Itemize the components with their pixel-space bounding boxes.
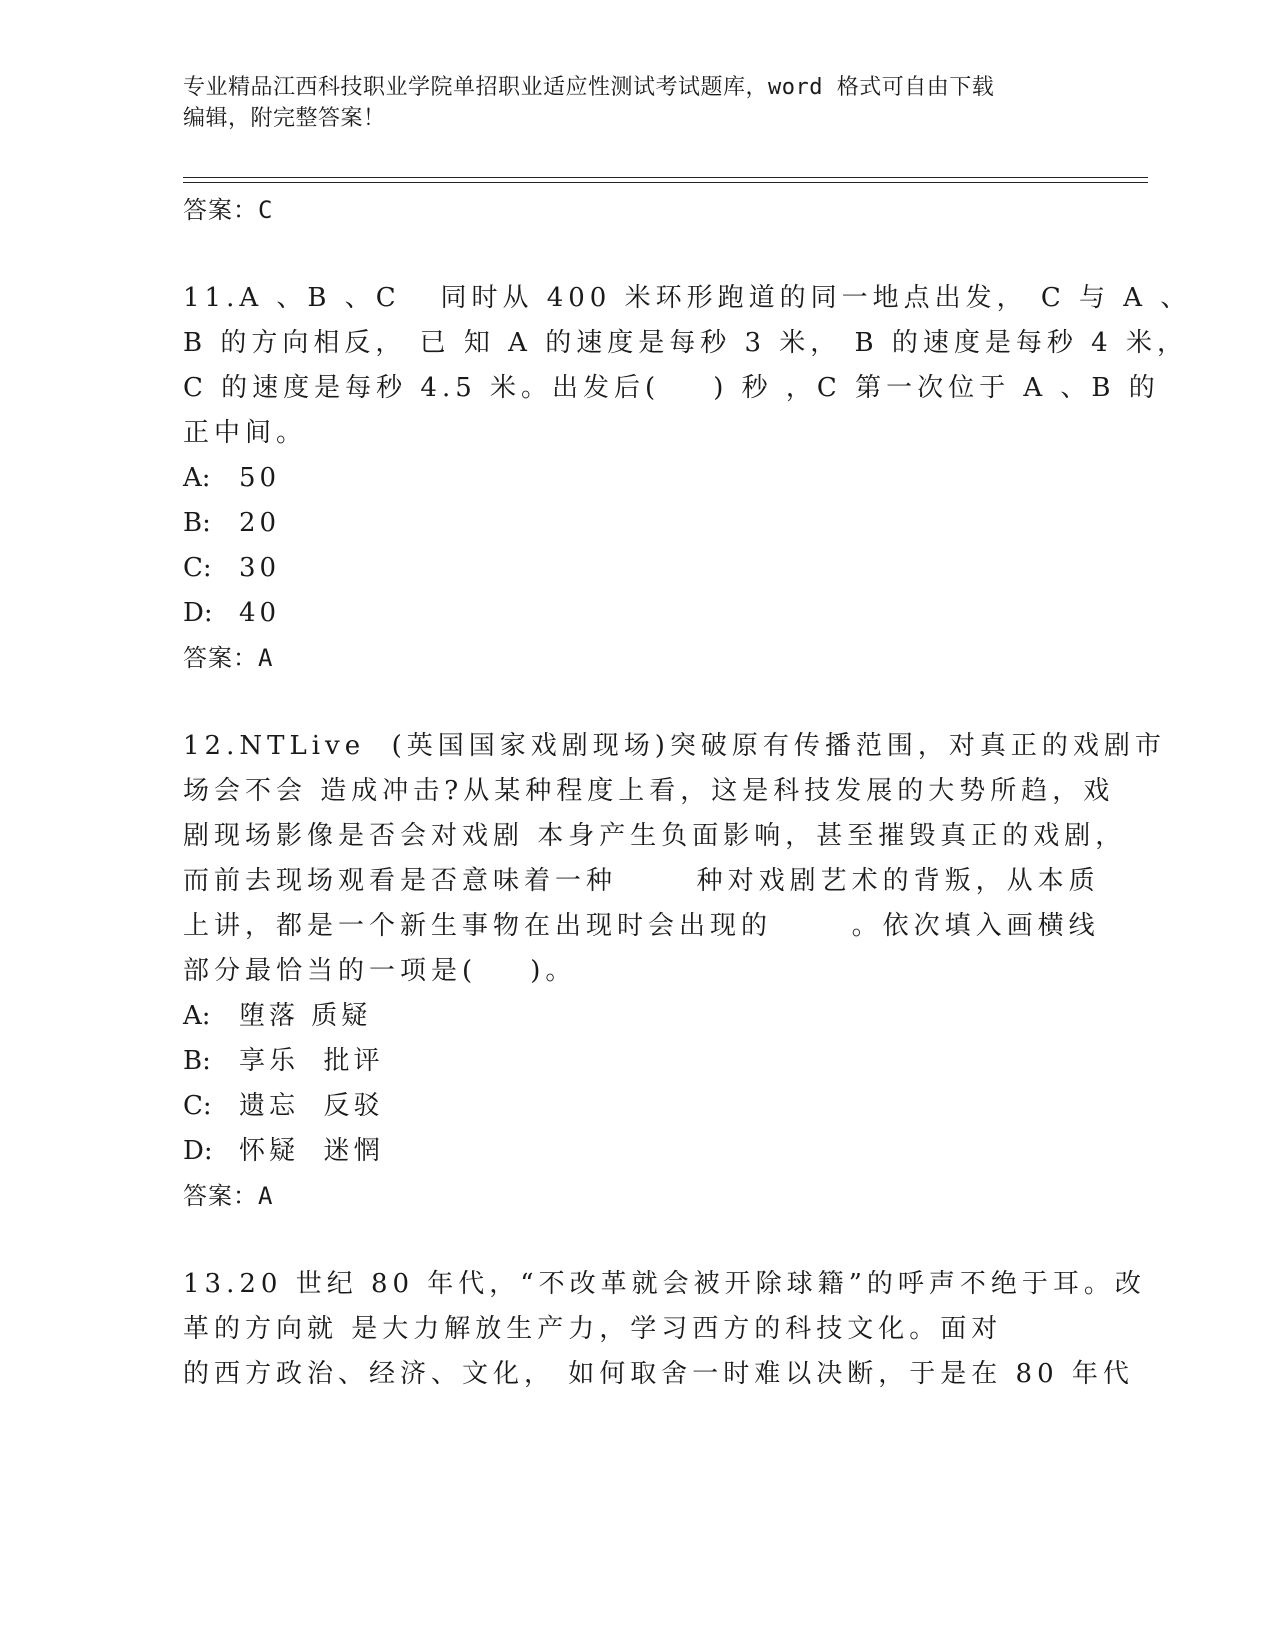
option-text: 30 xyxy=(239,553,281,583)
option-text: 40 xyxy=(239,598,281,628)
option-text: 50 xyxy=(239,463,281,493)
option-letter: B: xyxy=(183,508,211,538)
question-line: 革的方向就 是大力解放生产力，学习西方的科技文化。面对 xyxy=(183,1314,1003,1344)
previous-answer: 答案：C xyxy=(183,196,274,224)
question-line: 的西方政治、经济、文化， 如何取舍一时难以决断，于是在 80 年代 xyxy=(183,1359,1134,1389)
option-text: 堕落 质疑 xyxy=(239,1001,372,1031)
option-d xyxy=(183,591,1083,636)
question-11 xyxy=(183,276,1192,456)
question-line: 13.20 世纪 80 年代，“不改革就会被开除球籍”的呼声不绝于耳。改 xyxy=(183,1269,1146,1299)
document-header xyxy=(183,72,1073,134)
answer-11: 答案：A xyxy=(183,644,274,672)
question-line: 11.A 、B 、C 同时从 400 米环形跑道的同一地点出发， C 与 A 、 xyxy=(183,283,1192,313)
question-line: C 的速度是每秒 4.5 米。出发后( ) 秒 ，C 第一次位于 A 、B 的 xyxy=(183,373,1160,403)
option-c xyxy=(183,546,1083,591)
header-rule-bottom xyxy=(183,182,1148,183)
option-letter: D: xyxy=(183,1136,213,1166)
question-line: 正中间。 xyxy=(183,418,308,448)
option-a xyxy=(183,456,1083,501)
option-letter: A: xyxy=(183,463,211,493)
question-line: B 的方向相反， 已 知 A 的速度是每秒 3 米， B 的速度是每秒 4 米， xyxy=(183,328,1188,358)
option-text: 遗忘 反驳 xyxy=(239,1091,384,1121)
option-c xyxy=(183,1084,1083,1129)
option-letter: D: xyxy=(183,598,213,628)
option-letter: C: xyxy=(183,1091,212,1121)
option-letter: B: xyxy=(183,1046,211,1076)
header-rule-top xyxy=(183,177,1148,178)
option-letter: C: xyxy=(183,553,212,583)
header-line-2: 编辑，附完整答案！ xyxy=(183,106,386,131)
option-d xyxy=(183,1129,1083,1174)
question-line: 上讲，都是一个新生事物在出现时会出现的 。依次填入画横线 xyxy=(183,911,1100,941)
option-a xyxy=(183,994,1083,1039)
option-letter: A: xyxy=(183,1001,211,1031)
option-text: 享乐 批评 xyxy=(239,1046,384,1076)
option-text: 20 xyxy=(239,508,281,538)
option-b xyxy=(183,501,1083,546)
option-text: 怀疑 迷惘 xyxy=(239,1136,384,1166)
question-line: 12.NTLive (英国国家戏剧现场)突破原有传播范围，对真正的戏剧市 xyxy=(183,731,1166,761)
header-line-1: 专业精品江西科技职业学院单招职业适应性测试考试题库，word 格式可自由下载 xyxy=(183,75,995,100)
question-line: 部分最恰当的一项是( )。 xyxy=(183,956,577,986)
question-12 xyxy=(183,724,1166,994)
question-13 xyxy=(183,1262,1146,1397)
question-line: 场会不会 造成冲击?从某种程度上看，这是科技发展的大势所趋，戏 xyxy=(183,776,1115,806)
document-body xyxy=(183,188,1192,1397)
option-b xyxy=(183,1039,1083,1084)
answer-12: 答案：A xyxy=(183,1182,274,1210)
question-line: 剧现场影像是否会对戏剧 本身产生负面影响，甚至摧毁真正的戏剧， xyxy=(183,821,1127,851)
question-line: 而前去现场观看是否意味着一种 种对戏剧艺术的背叛，从本质 xyxy=(183,866,1100,896)
